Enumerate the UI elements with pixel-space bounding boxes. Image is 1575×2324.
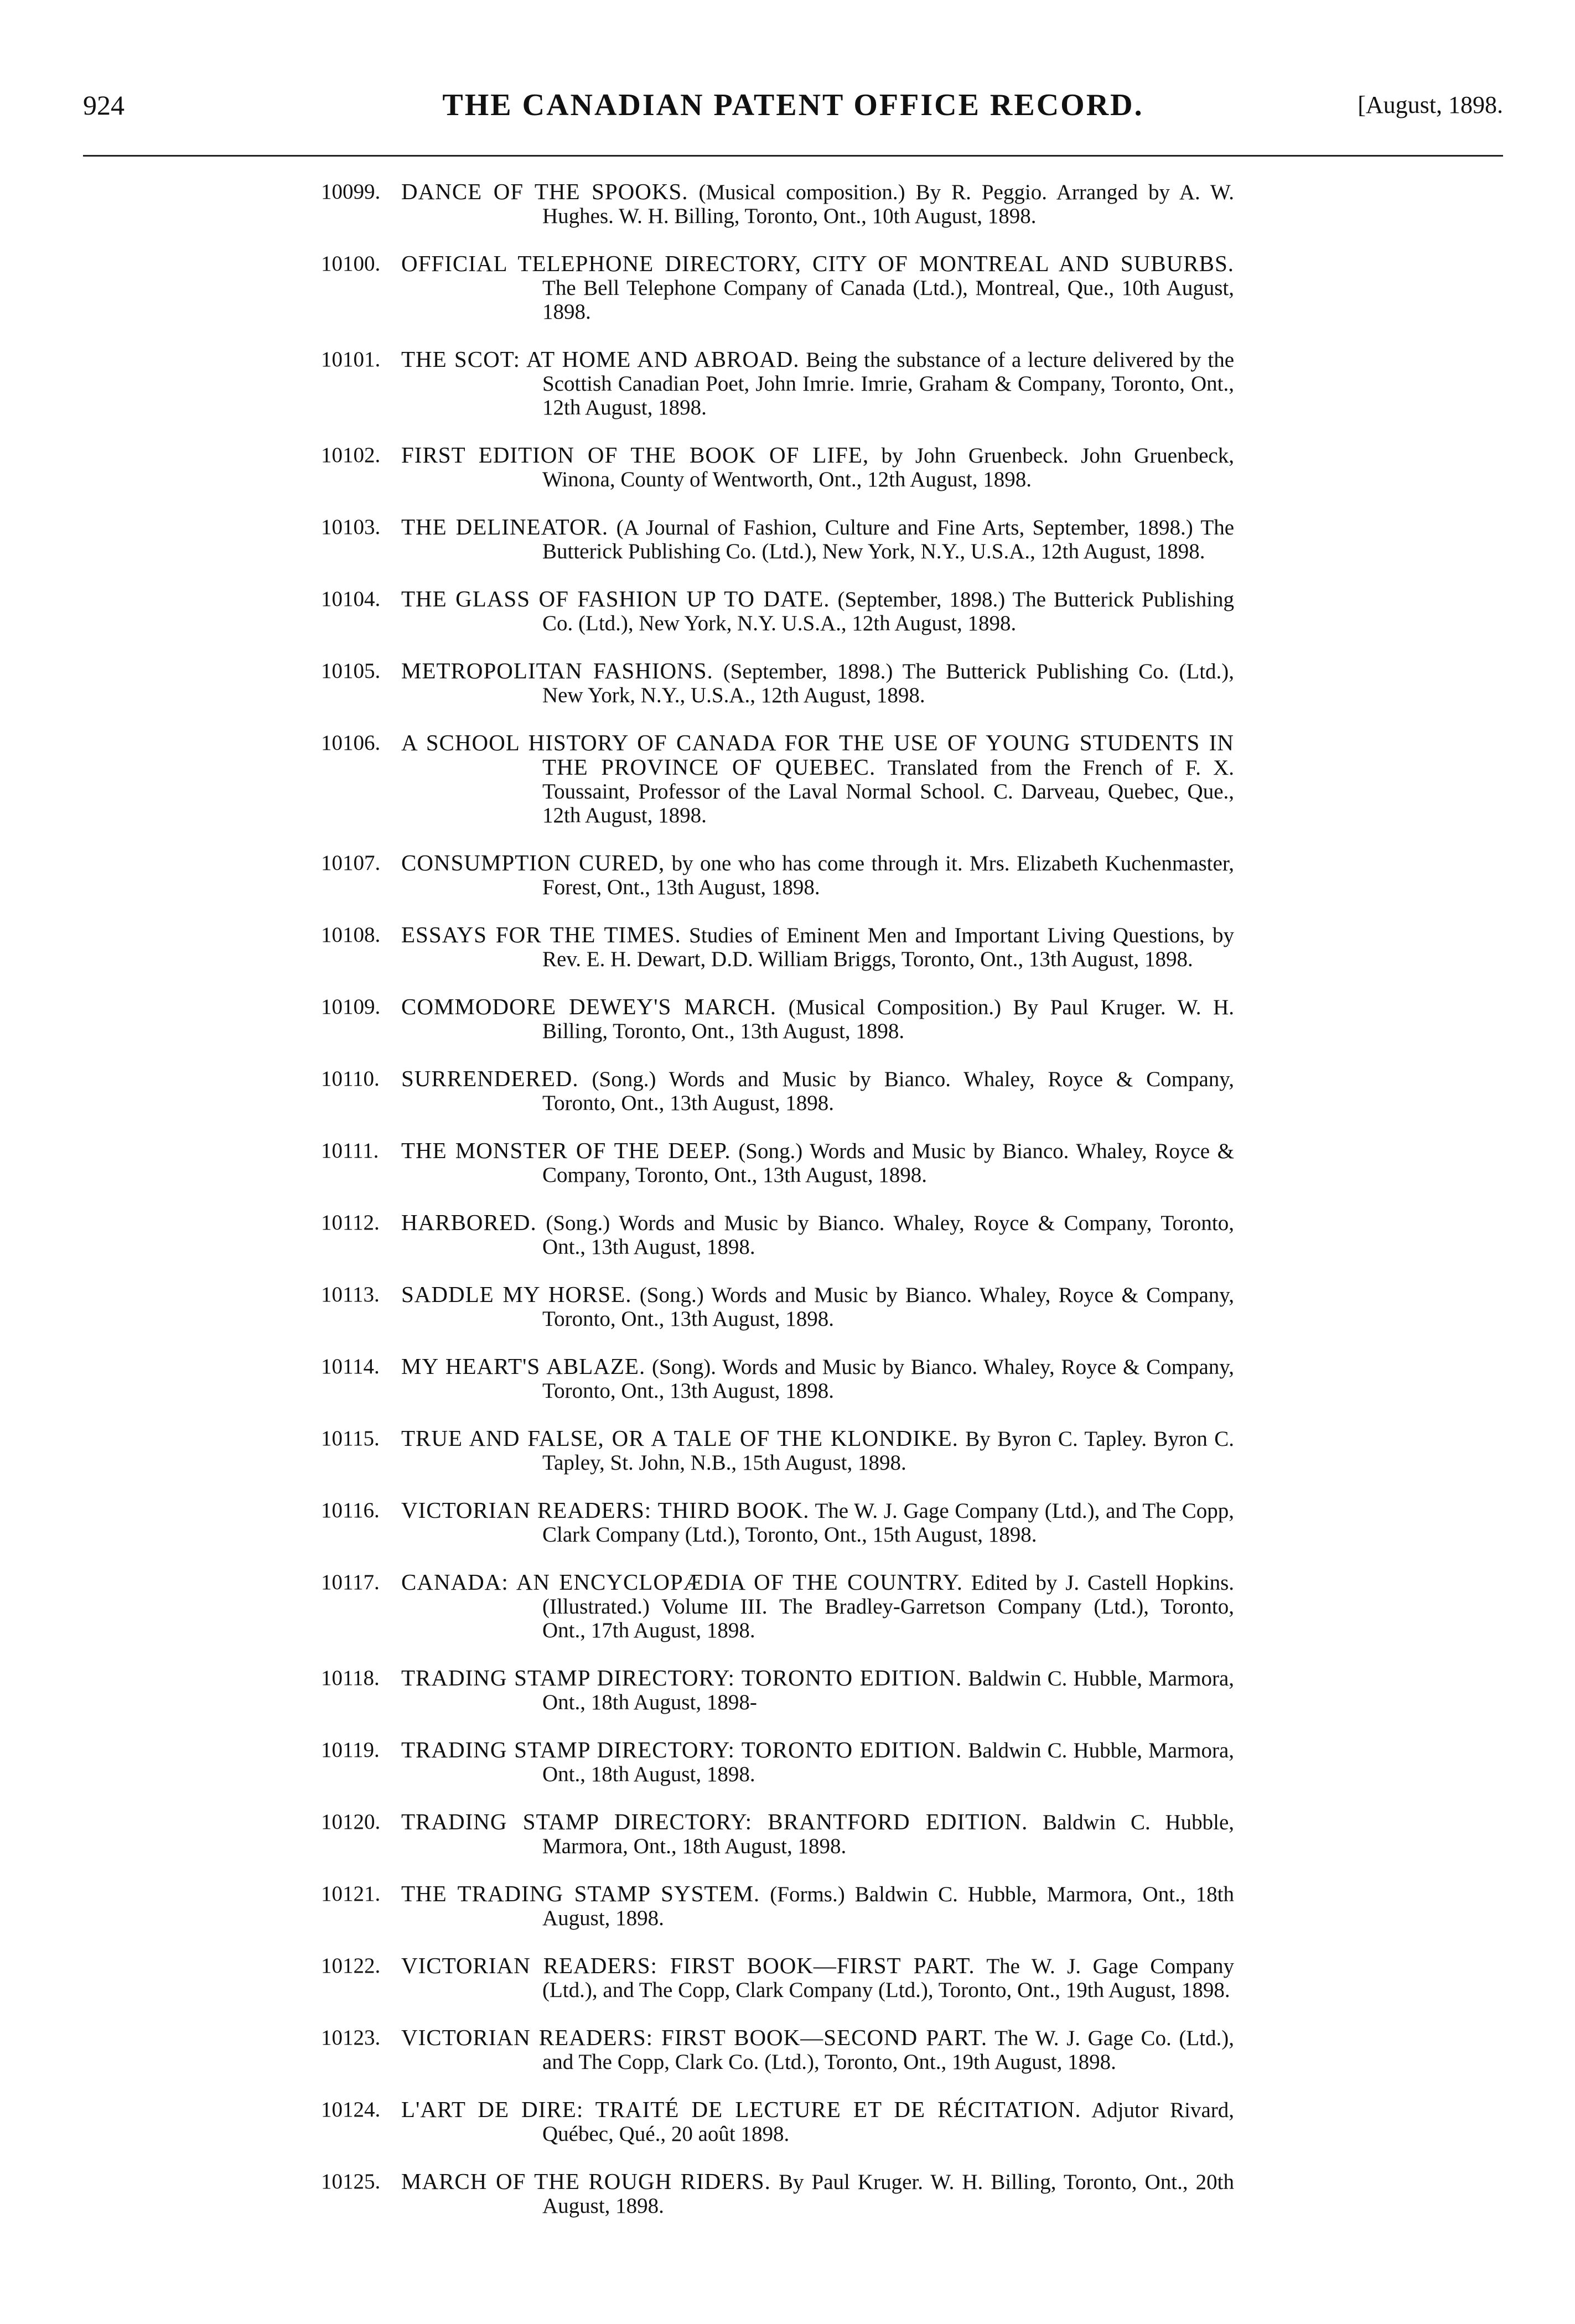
entry-details: Studies of Eminent Men and Important Living Questions, by Rev. E. H. Dewart, D.D. William Briggs, Toronto, Ont., 13th August, 1898. <box>542 924 1235 971</box>
entry-title: THE GLASS OF FASHION UP TO DATE. <box>401 586 830 611</box>
entry-title: CANADA: AN ENCYCLOPÆDIA OF THE COUNTRY. <box>401 1569 963 1595</box>
entry-number: 10108. <box>321 923 381 947</box>
entry-number: 10100. <box>321 252 381 276</box>
list-item <box>321 994 1234 1043</box>
list-item <box>321 586 1235 635</box>
entry-title: HARBORED. <box>401 1210 537 1235</box>
entry-details: Edited by J. Castell Hopkins. (Illustrated.) Volume III. The Bradley-Garretson Company (Ltd.), Toronto, Ont., 17th August, 1898. <box>542 1571 1234 1642</box>
entry-body <box>401 1810 1234 1858</box>
entry-details: The Bell Telephone Company of Canada (Ltd.), Montreal, Que., 10th August, 1898. <box>542 276 1234 324</box>
entry-body <box>401 1498 1234 1547</box>
entry-body <box>401 443 1234 491</box>
entry-body <box>401 347 1234 419</box>
entry-details: Adjutor Rivard, Québec, Qué., 20 août 1898. <box>542 2098 1234 2146</box>
entry-details: Being the substance of a lecture delivered by the Scottish Canadian Poet, John Imrie. Imrie, Graham & Company, Toronto, Ont., 12th August, 1898. <box>542 348 1235 419</box>
entry-body <box>401 2026 1234 2074</box>
list-item <box>321 2169 1234 2218</box>
entry-title: TRADING STAMP DIRECTORY: TORONTO EDITION. <box>401 1737 962 1762</box>
entry-details: The W. J. Gage Co. (Ltd.), and The Copp, Clark Co. (Ltd.), Toronto, Ont., 19th August, 1898. <box>542 2026 1235 2074</box>
entry-details: by one who has come through it. Mrs. Elizabeth Kuchenmaster, Forest, Ont., 13th August, 1898. <box>542 852 1235 899</box>
entry-title: CONSUMPTION CURED, <box>401 850 665 875</box>
entry-body <box>401 851 1234 899</box>
entry-details: (September, 1898.) The Butterick Publishing Co. (Ltd.), New York, N.Y. U.S.A., 12th August, 1898. <box>542 588 1235 635</box>
entry-details: The W. J. Gage Company (Ltd.), and The Copp, Clark Company (Ltd.), Toronto, Ont., 15th August, 1898. <box>542 1499 1234 1547</box>
entry-number: 10117. <box>321 1570 380 1594</box>
entry-details: (Forms.) Baldwin C. Hubble, Marmora, Ont., 18th August, 1898. <box>542 1882 1234 1930</box>
entry-details: By Byron C. Tapley. Byron C. Tapley, St. John, N.B., 15th August, 1898. <box>542 1427 1235 1475</box>
entry-title: TRUE AND FALSE, OR A TALE OF THE KLONDIKE. <box>401 1425 959 1451</box>
entry-number: 10099. <box>321 180 381 204</box>
entry-number: 10110. <box>321 1067 380 1091</box>
list-item <box>321 2097 1234 2146</box>
list-item <box>321 850 1235 899</box>
entry-number: 10116. <box>321 1498 380 1522</box>
entry-number: 10114. <box>321 1355 380 1378</box>
entry-title: THE SCOT: AT HOME AND ABROAD. <box>401 346 800 372</box>
entry-list <box>321 180 1234 2242</box>
entry-number: 10107. <box>321 851 381 875</box>
entry-number: 10119. <box>321 1738 380 1762</box>
entry-body <box>401 1738 1234 1786</box>
entry-number: 10121. <box>321 1882 381 1906</box>
entry-title: SADDLE MY HORSE. <box>401 1282 632 1307</box>
list-item <box>321 179 1234 228</box>
entry-title: L'ART DE DIRE: TRAITÉ DE LECTURE ET DE RÉCITATION. <box>401 2097 1081 2122</box>
entry-title: MARCH OF THE ROUGH RIDERS. <box>401 2169 771 2194</box>
entry-number: 10106. <box>321 731 381 755</box>
entry-number: 10104. <box>321 587 381 611</box>
entry-body <box>401 923 1234 971</box>
entry-number: 10112. <box>321 1211 380 1234</box>
list-item <box>321 1425 1235 1475</box>
list-item <box>321 251 1234 324</box>
entry-body <box>401 1570 1234 1642</box>
journal-title: THE CANADIAN PATENT OFFICE RECORD. <box>442 88 1144 122</box>
entry-body <box>401 995 1234 1043</box>
entry-details: (Song.) Words and Music by Bianco. Whaley, Royce & Company, Toronto, Ont., 13th August, 1898. <box>542 1283 1234 1331</box>
entry-title: TRADING STAMP DIRECTORY: TORONTO EDITION. <box>401 1665 962 1690</box>
list-item <box>321 514 1234 563</box>
entry-body <box>401 180 1234 228</box>
entry-title: DANCE OF THE SPOOKS. <box>401 179 688 204</box>
entry-body <box>401 1211 1234 1259</box>
list-item <box>321 1210 1234 1259</box>
list-item <box>321 2025 1235 2074</box>
entry-details: Baldwin C. Hubble, Marmora, Ont., 18th August, 1898. <box>542 1811 1234 1858</box>
entry-body <box>401 731 1234 827</box>
entry-title: COMMODORE DEWEY'S MARCH. <box>401 994 777 1019</box>
list-item <box>321 1881 1234 1930</box>
entry-details: (Song.) Words and Music by Bianco. Whaley, Royce & Company, Toronto, Ont., 13th August, 1898. <box>542 1139 1235 1187</box>
entry-body <box>401 587 1234 635</box>
entry-details: By Paul Kruger. W. H. Billing, Toronto, Ont., 20th August, 1898. <box>542 2170 1234 2218</box>
list-item <box>321 658 1235 707</box>
entry-body <box>401 2170 1234 2218</box>
entry-title: ESSAYS FOR THE TIMES. <box>401 922 681 947</box>
entry-body <box>401 1283 1234 1331</box>
list-item <box>321 1809 1234 1858</box>
entry-number: 10103. <box>321 515 381 539</box>
entry-title: TRADING STAMP DIRECTORY: BRANTFORD EDITION. <box>401 1809 1028 1834</box>
entry-title: OFFICIAL TELEPHONE DIRECTORY, CITY OF MONTREAL AND SUBURBS. <box>401 251 1234 276</box>
entry-title: THE MONSTER OF THE DEEP. <box>401 1138 731 1163</box>
list-item <box>321 442 1234 491</box>
entry-title: MY HEART'S ABLAZE. <box>401 1353 646 1379</box>
entry-details: (September, 1898.) The Butterick Publishing Co. (Ltd.), New York, N.Y., U.S.A., 12th August, 1898. <box>542 660 1235 707</box>
entry-details: Baldwin C. Hubble, Marmora, Ont., 18th August, 1898. <box>542 1739 1235 1786</box>
entry-number: 10109. <box>321 995 381 1019</box>
entry-number: 10102. <box>321 443 381 467</box>
list-item <box>321 1282 1234 1331</box>
entry-number: 10111. <box>321 1139 379 1163</box>
issue-date: [August, 1898. <box>1358 91 1503 118</box>
entry-number: 10125. <box>321 2170 381 2193</box>
list-item <box>321 1953 1234 2002</box>
entry-title: SURRENDERED. <box>401 1066 579 1091</box>
entry-number: 10105. <box>321 659 381 683</box>
list-item <box>321 1353 1235 1403</box>
entry-details: (A Journal of Fashion, Culture and Fine Arts, September, 1898.) The Butterick Publishing Co. (Ltd.), New York, N.Y., U.S.A., 12th August, 1898. <box>542 516 1234 563</box>
list-item <box>321 1066 1235 1115</box>
entry-number: 10101. <box>321 347 381 371</box>
entry-number: 10118. <box>321 1666 380 1690</box>
entry-details: (Song.) Words and Music by Bianco. Whaley, Royce & Company, Toronto, Ont., 13th August, 1898. <box>542 1211 1234 1259</box>
entry-title: VICTORIAN READERS: THIRD BOOK. <box>401 1497 810 1523</box>
entry-body <box>401 1882 1234 1930</box>
list-item <box>321 346 1235 419</box>
entry-title: VICTORIAN READERS: FIRST BOOK—FIRST PART. <box>401 1953 975 1978</box>
entry-number: 10120. <box>321 1810 381 1834</box>
entry-number: 10113. <box>321 1283 380 1306</box>
entry-number: 10122. <box>321 1954 381 1978</box>
list-item <box>321 730 1234 827</box>
entry-body <box>401 1139 1234 1187</box>
entry-details: Translated from the French of F. X. Toussaint, Professor of the Laval Normal School. C. Darveau, Quebec, Que., 12th August, 1898. <box>542 756 1234 827</box>
entry-number: 10115. <box>321 1426 380 1450</box>
entry-details: Baldwin C. Hubble, Marmora, Ont., 18th August, 1898- <box>542 1667 1235 1714</box>
entry-body <box>401 1666 1234 1714</box>
entry-number: 10123. <box>321 2026 381 2050</box>
entry-title: FIRST EDITION OF THE BOOK OF LIFE, <box>401 442 869 468</box>
entry-details: by John Gruenbeck. John Gruenbeck, Winona, County of Wentworth, Ont., 12th August, 1898. <box>542 444 1234 491</box>
entry-title: VICTORIAN READERS: FIRST BOOK—SECOND PART. <box>401 2025 988 2050</box>
list-item <box>321 1665 1235 1714</box>
entry-body <box>401 1067 1234 1115</box>
list-item <box>321 1569 1234 1642</box>
entry-body <box>401 252 1234 324</box>
entry-body <box>401 1426 1234 1475</box>
entry-number: 10124. <box>321 2098 381 2121</box>
entry-body <box>401 1954 1234 2002</box>
entry-body <box>401 659 1234 707</box>
entry-body <box>401 515 1234 563</box>
page-number: 924 <box>83 90 125 121</box>
entry-title: A SCHOOL HISTORY OF CANADA FOR THE USE OF YOUNG STUDENTS IN THE PROVINCE OF QUEBEC. <box>401 730 1234 780</box>
list-item <box>321 922 1235 971</box>
entry-body <box>401 2098 1234 2146</box>
list-item <box>321 1138 1235 1187</box>
entry-details: (Musical Composition.) By Paul Kruger. W. H. Billing, Toronto, Ont., 13th August, 1898. <box>542 995 1234 1043</box>
entry-title: THE DELINEATOR. <box>401 514 609 540</box>
list-item <box>321 1497 1234 1547</box>
entry-details: (Song.) Words and Music by Bianco. Whaley, Royce & Company, Toronto, Ont., 13th August, 1898. <box>542 1067 1235 1115</box>
entry-details: The W. J. Gage Company (Ltd.), and The Copp, Clark Company (Ltd.), Toronto, Ont., 19th August, 1898. <box>542 1954 1234 2002</box>
header-rule <box>83 155 1503 157</box>
entry-details: (Musical composition.) By R. Peggio. Arranged by A. W. Hughes. W. H. Billing, Toronto, Ont., 10th August, 1898. <box>542 180 1234 228</box>
list-item <box>321 1737 1235 1786</box>
page-header <box>83 83 1503 127</box>
entry-title: THE TRADING STAMP SYSTEM. <box>401 1881 760 1906</box>
entry-body <box>401 1355 1234 1403</box>
entry-title: METROPOLITAN FASHIONS. <box>401 658 713 683</box>
entry-details: (Song). Words and Music by Bianco. Whaley, Royce & Company, Toronto, Ont., 13th August, 1898. <box>542 1355 1235 1403</box>
